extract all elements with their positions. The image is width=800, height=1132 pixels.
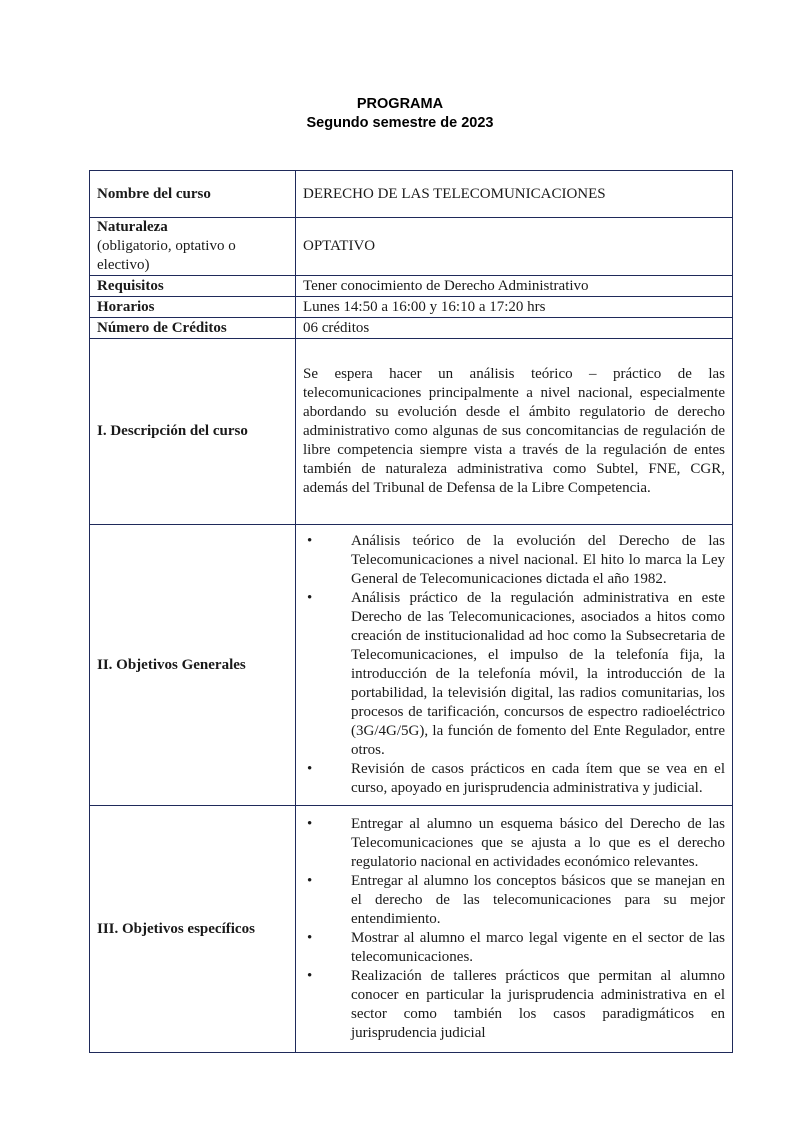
label-nombre: Nombre del curso <box>90 171 296 218</box>
list-item <box>303 532 725 589</box>
row-generales <box>90 525 733 806</box>
bullet-icon: • <box>307 590 313 606</box>
list-item-text: Análisis teórico de la evolución del Derecho de las Telecomunicaciones a nivel nacional. El hito lo marca la Ley General de Telecomunicaciones dictada el año 1982. <box>351 533 725 587</box>
row-horarios <box>90 297 733 318</box>
value-naturaleza: OPTATIVO <box>296 218 733 276</box>
label-horarios: Horarios <box>90 297 296 318</box>
list-item-text: Realización de talleres prácticos que permitan al alumno conocer en particular la jurisprudencia administrativa en el sector como también los casos paradigmáticos en jurisprudencia judicial <box>351 968 725 1041</box>
label-creditos: Número de Créditos <box>90 318 296 339</box>
page-title: PROGRAMA <box>356 96 444 112</box>
list-item <box>303 967 725 1043</box>
bullet-icon: • <box>307 930 313 946</box>
value-horarios: Lunes 14:50 a 16:00 y 16:10 a 17:20 hrs <box>296 297 733 318</box>
list-item-text: Entregar al alumno los conceptos básicos que se manejan en el derecho de las telecomunicaciones para su mejor entendimiento. <box>351 873 725 927</box>
label-naturaleza-sub: (obligatorio, optativo o electivo) <box>97 238 236 273</box>
course-table <box>89 170 733 1053</box>
row-naturaleza <box>90 218 733 276</box>
list-item <box>303 760 725 798</box>
value-descripcion: Se espera hacer un análisis teórico – práctico de las telecomunicaciones principalmente a nivel nacional, especialmente abordando su evolución desde el ámbito regulatorio de derecho administrativo como algunas de sus concomitancias de regulación de libre competencia siempre vista a través de la regulación de entes también de naturaleza administrativa como Subtel, FNE, CGR, además del Tribunal de Defensa de la Libre Competencia. <box>296 339 733 525</box>
label-especificos: III. Objetivos específicos <box>90 806 296 1053</box>
list-item-text: Entregar al alumno un esquema básico del Derecho de las Telecomunicaciones que se ajusta a lo que es el derecho regulatorio nacional en actividades económico relevantes. <box>351 816 725 870</box>
especificos-list <box>303 815 725 1043</box>
row-especificos <box>90 806 733 1053</box>
value-nombre: DERECHO DE LAS TELECOMUNICACIONES <box>296 171 733 218</box>
bullet-icon: • <box>307 816 313 832</box>
value-especificos <box>296 806 733 1053</box>
label-descripcion: I. Descripción del curso <box>90 339 296 525</box>
value-requisitos: Tener conocimiento de Derecho Administrativo <box>296 276 733 297</box>
value-creditos: 06 créditos <box>296 318 733 339</box>
label-naturaleza <box>90 218 296 276</box>
bullet-icon: • <box>307 968 313 984</box>
list-item-text: Revisión de casos prácticos en cada ítem que se vea en el curso, apoyado en jurisprudencia administrativa y judicial. <box>351 761 725 796</box>
row-creditos <box>90 318 733 339</box>
row-requisitos <box>90 276 733 297</box>
bullet-icon: • <box>307 761 313 777</box>
row-descripcion <box>90 339 733 525</box>
label-requisitos: Requisitos <box>90 276 296 297</box>
list-item <box>303 815 725 872</box>
row-nombre <box>90 171 733 218</box>
list-item <box>303 589 725 760</box>
label-generales: II. Objetivos Generales <box>90 525 296 806</box>
label-naturaleza-title: Naturaleza <box>97 219 168 235</box>
bullet-icon: • <box>307 533 313 549</box>
list-item-text: Mostrar al alumno el marco legal vigente en el sector de las telecomunicaciones. <box>351 930 725 965</box>
value-generales <box>296 525 733 806</box>
generales-list <box>303 532 725 798</box>
list-item <box>303 872 725 929</box>
bullet-icon: • <box>307 873 313 889</box>
list-item-text: Análisis práctico de la regulación administrativa en este Derecho de las Telecomunicaciones, asociados a hitos como creación de institucionalidad ad hoc como la Subsecretaria de Telecomunicaciones, el impulso de la telefonía fija, la introducción de la telefonía móvil, la introducción de la portabilidad, la televisión digital, las radios comunitarias, los procesos de tarificación, concursos de espectro radioeléctrico (3G/4G/5G), la función de fomento del Ente Regulador, entre otros. <box>351 590 725 758</box>
list-item <box>303 929 725 967</box>
page-subtitle: Segundo semestre de 2023 <box>306 115 494 131</box>
